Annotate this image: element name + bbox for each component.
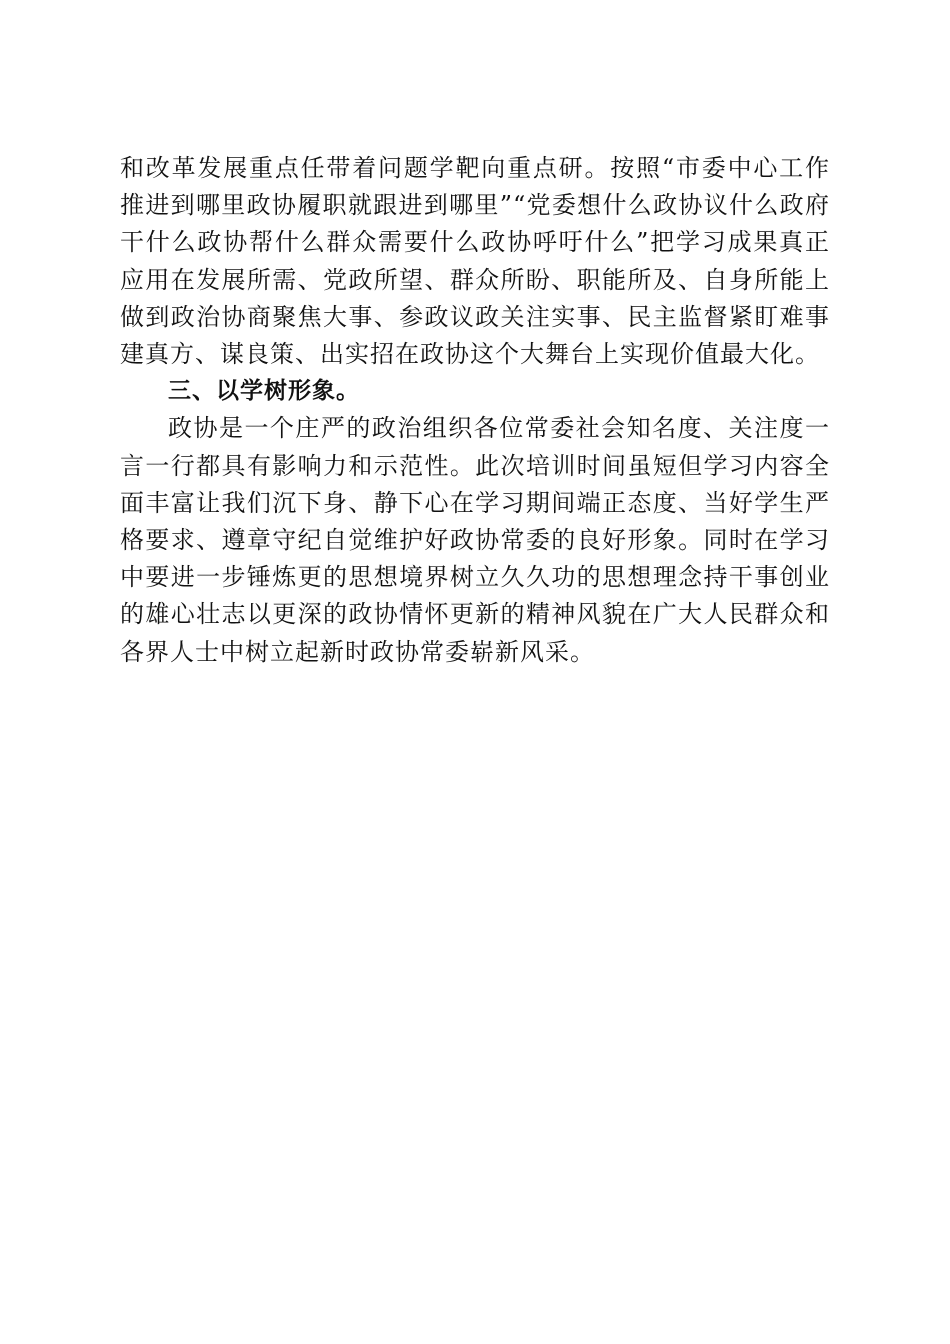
document-body bbox=[120, 150, 830, 671]
paragraph-2: 政协是一个庄严的政治组织各位常委社会知名度、关注度一言一行都具有影响力和示范性。此次培训时间虽短但学习内容全面丰富让我们沉下身、静下心在学习期间端正态度、当好学生严格要求、遵章守纪自觉维护好政协常委的良好形象。同时在学习中要进一步锤炼更的思想境界树立久久功的思想理念持干事创业的雄心壮志以更深的政协情怀更新的精神风貌在广大人民群众和各界人士中树立起新时政协常委崭新风采。 bbox=[120, 414, 830, 666]
paragraph-1: 和改革发展重点任带着问题学靶向重点研。按照“市委中心工作推进到哪里政协履职就跟进到哪里”“党委想什么政协议什么政府干什么政协帮什么群众需要什么政协呼吁什么”把学习成果真正应用在发展所需、党政所望、群众所盼、职能所及、自身所能上做到政治协商聚焦大事、参政议政关注实事、民主监督紧盯难事建真方、谋良策、出实招在政协这个大舞台上实现价值最大化。 bbox=[120, 154, 830, 369]
section-heading: 三、以学树形象。 bbox=[168, 378, 360, 405]
